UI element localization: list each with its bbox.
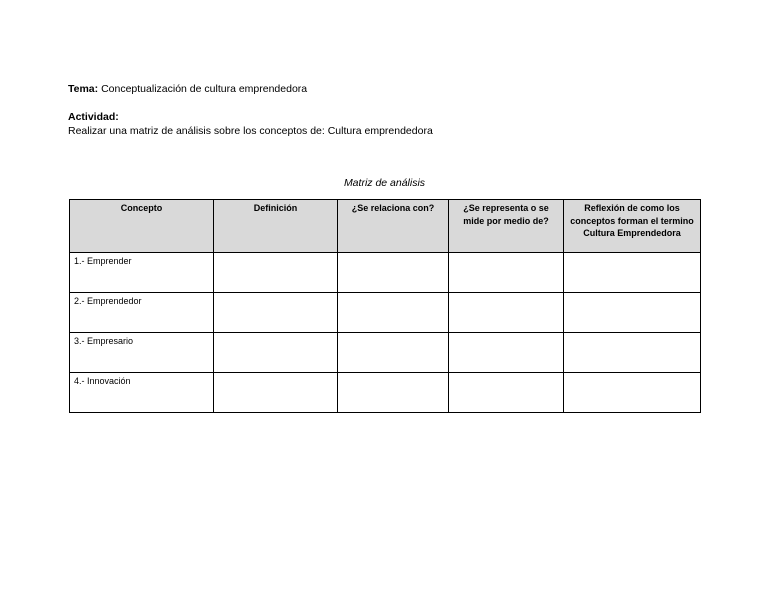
header-se-representa: ¿Se representa o se mide por medio de? xyxy=(449,200,564,253)
relation-cell[interactable] xyxy=(338,293,449,333)
reflection-cell[interactable] xyxy=(564,253,701,293)
topic-value: Conceptualización de cultura emprendedora xyxy=(101,83,308,95)
table-row xyxy=(70,293,701,333)
table-row xyxy=(70,373,701,413)
definition-cell[interactable] xyxy=(214,373,338,413)
activity-text: Realizar una matriz de análisis sobre los conceptos de: Cultura emprendedora xyxy=(68,125,433,137)
header-definicion: Definición xyxy=(214,200,338,253)
header-reflexion: Reflexión de como los conceptos forman el termino Cultura Emprendedora xyxy=(564,200,701,253)
relation-cell[interactable] xyxy=(338,373,449,413)
table-caption: Matriz de análisis xyxy=(343,177,426,189)
row-concept-cell: 2.- Emprendedor xyxy=(70,293,214,333)
representation-cell[interactable] xyxy=(449,333,564,373)
topic-label: Tema: xyxy=(68,83,99,95)
header-concepto: Concepto xyxy=(70,200,214,253)
representation-cell[interactable] xyxy=(449,253,564,293)
row-concept-cell: 3.- Empresario xyxy=(70,333,214,373)
representation-cell[interactable] xyxy=(449,293,564,333)
definition-cell[interactable] xyxy=(214,253,338,293)
reflection-cell[interactable] xyxy=(564,333,701,373)
relation-cell[interactable] xyxy=(338,253,449,293)
representation-cell[interactable] xyxy=(449,373,564,413)
topic-line xyxy=(68,82,307,96)
reflection-cell[interactable] xyxy=(564,293,701,333)
table-header-row xyxy=(70,200,701,253)
row-concept-cell: 4.- Innovación xyxy=(70,373,214,413)
table-row xyxy=(70,253,701,293)
table-row xyxy=(70,333,701,373)
row-concept-cell: 1.- Emprender xyxy=(70,253,214,293)
activity-label: Actividad: xyxy=(68,111,119,123)
relation-cell[interactable] xyxy=(338,333,449,373)
definition-cell[interactable] xyxy=(214,293,338,333)
analysis-matrix-table xyxy=(69,199,701,413)
definition-cell[interactable] xyxy=(214,333,338,373)
header-se-relaciona-con: ¿Se relaciona con? xyxy=(338,200,449,253)
reflection-cell[interactable] xyxy=(564,373,701,413)
